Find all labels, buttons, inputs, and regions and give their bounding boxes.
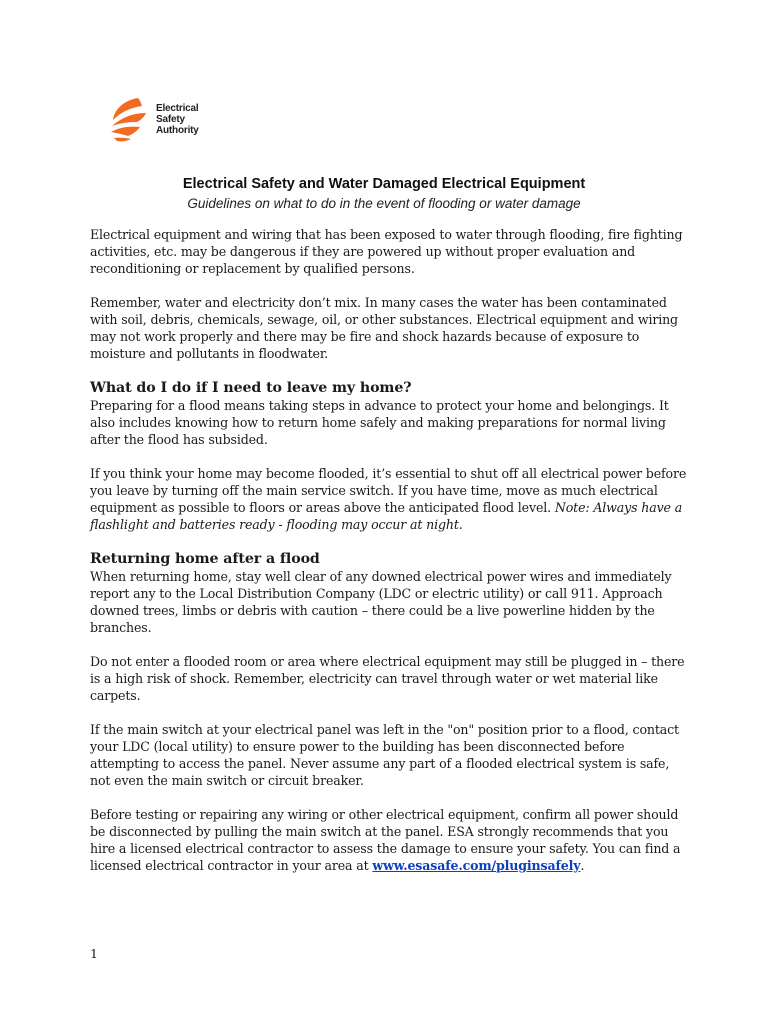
link-period: . bbox=[580, 858, 585, 873]
leave-home-text: If you think your home may become flooded, it’s essential to shut off all electrical power before you leave by turning off the main service switch. If you have time, move as much electrical equipment as possible to floors or areas above the anticipated flood level. bbox=[90, 466, 687, 515]
section-heading-returning-home: Returning home after a flood bbox=[90, 551, 320, 567]
logo-line-2: Safety bbox=[156, 113, 185, 125]
logo-line-3: Authority bbox=[156, 124, 199, 136]
document-title: Electrical Safety and Water Damaged Electrical Equipment bbox=[182, 176, 586, 192]
esa-flame-icon bbox=[108, 96, 152, 142]
flashlight-note: Note: Always have a flashlight and batteries ready - flooding may occur at night. bbox=[90, 500, 683, 532]
page-number: 1 bbox=[90, 946, 98, 961]
returning-paragraph-1: When returning home, stay well clear of any downed electrical power wires and immediately report any to the Local Distribution Company (LDC or electric utility) or call 911. Approach downed trees, limbs or debris with caution – there could be a live powerline hidden by the branches. bbox=[90, 569, 672, 635]
returning-paragraph-2: Do not enter a flooded room or area where electrical equipment may still be plugged in – there is a high risk of shock. Remember, electricity can travel through water or wet material like carpets. bbox=[90, 654, 685, 703]
logo-line-1: Electrical bbox=[156, 102, 199, 114]
logo-wordmark bbox=[156, 103, 199, 136]
leave-home-paragraph-2 bbox=[90, 465, 690, 533]
returning-paragraph-3: If the main switch at your electrical panel was left in the "on" position prior to a flood, contact your LDC (local utility) to ensure power to the building has been disconnected before attempting to access the panel. Never assume any part of a flooded electrical system is safe, not even the main switch or circuit breaker. bbox=[90, 722, 679, 788]
intro-paragraph-1: Electrical equipment and wiring that has been exposed to water through flooding, fire fighting activities, etc. may be dangerous if they are powered up without proper evaluation and reconditioning or replacement by qualified persons. bbox=[90, 227, 683, 276]
section-heading-leave-home: What do I do if I need to leave my home? bbox=[90, 380, 412, 396]
document-body bbox=[90, 226, 690, 891]
contractor-text: Before testing or repairing any wiring or other electrical equipment, confirm all power should be disconnected by pulling the main switch at the panel. ESA strongly recommends that you hire a licensed electrical contractor to assess the damage to ensure your safety. You can find a licensed electrical contractor in your area at bbox=[90, 807, 681, 873]
esasafe-link[interactable]: www.esasafe.com/pluginsafely bbox=[372, 858, 581, 873]
intro-paragraph-2: Remember, water and electricity don’t mix. In many cases the water has been contaminated with soil, debris, chemicals, sewage, oil, or other substances. Electrical equipment and wiring may not work properly and there may be fire and shock hazards because of exposure to moisture and pollutants in floodwater. bbox=[90, 295, 678, 361]
document-subtitle: Guidelines on what to do in the event of flooding or water damage bbox=[187, 196, 581, 211]
esa-logo bbox=[108, 96, 199, 142]
leave-home-paragraph-1: Preparing for a flood means taking steps in advance to protect your home and belongings. It also includes knowing how to return home safely and making preparations for normal living after the flood has subsided. bbox=[90, 398, 669, 447]
returning-paragraph-4 bbox=[90, 806, 690, 874]
